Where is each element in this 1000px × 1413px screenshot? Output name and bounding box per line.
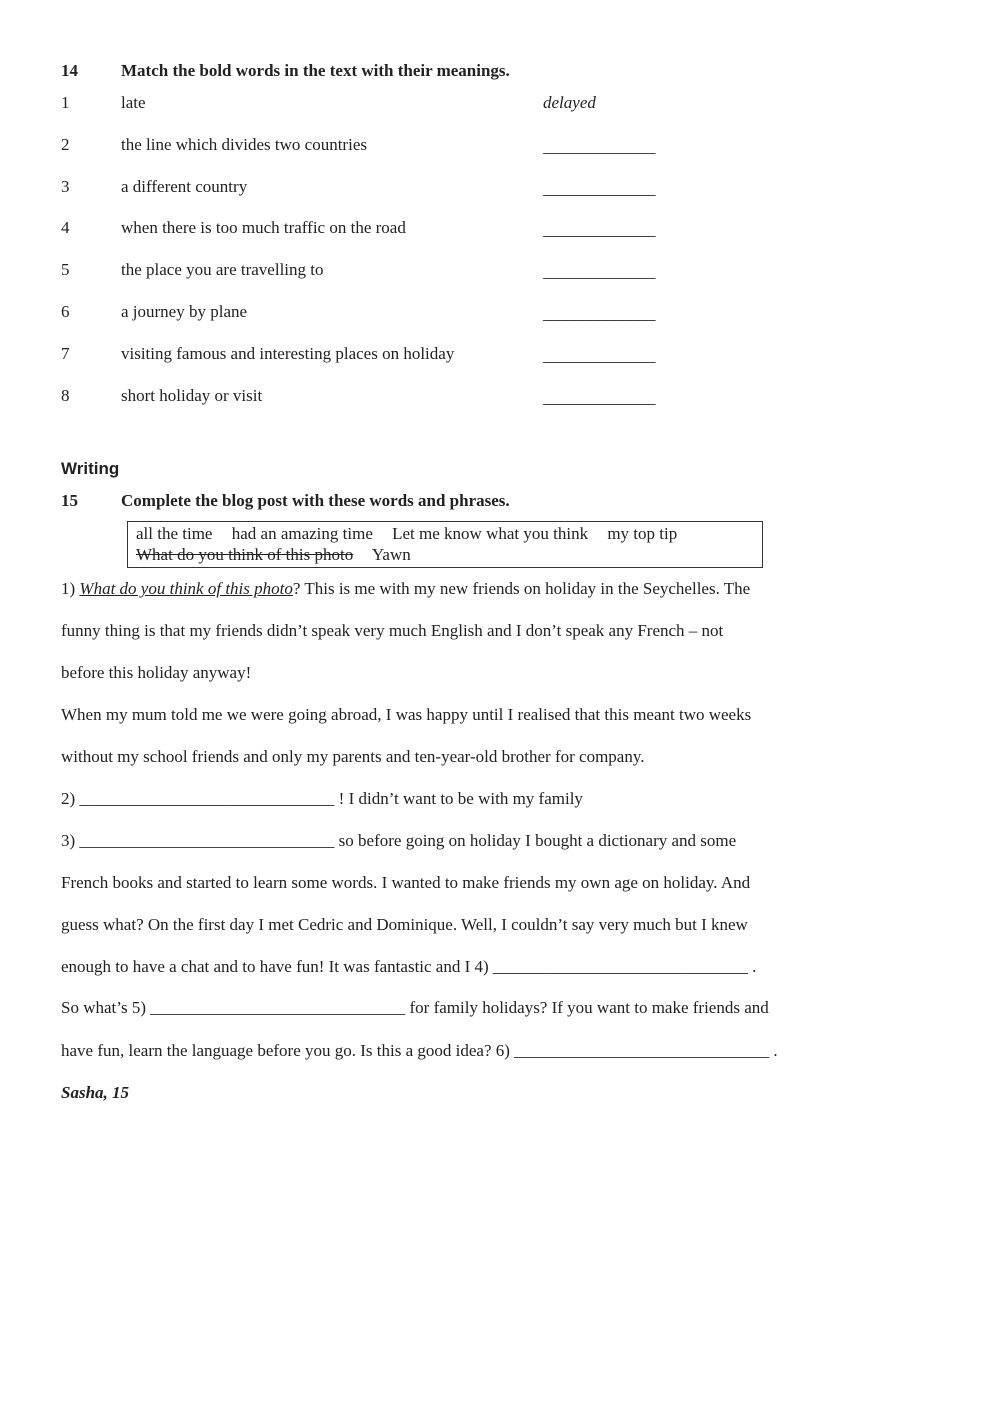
blog-text: ? This is me with my new friends on holiday in the Seychelles. The: [292, 579, 751, 598]
item-answer-blank[interactable]: ______________: [543, 179, 655, 198]
item-number: 6: [61, 302, 70, 321]
item-meaning: late: [121, 93, 146, 112]
blog-line-6-gap-2[interactable]: 2) ______________________________ ! I didn’t want to be with my family: [61, 789, 583, 808]
item-number: 7: [61, 344, 70, 363]
word-box-item-used: What do you think of this photo: [136, 545, 354, 564]
blog-line-10-gap-4[interactable]: enough to have a chat and to have fun! It was fantastic and I 4) ______________________________ .: [61, 957, 757, 976]
section-heading-writing: Writing: [61, 459, 120, 478]
item-meaning: when there is too much traffic on the road: [121, 218, 406, 237]
item-answer-blank[interactable]: ______________: [543, 220, 655, 239]
blog-line-1: [61, 579, 750, 599]
word-box-item: all the time: [136, 524, 213, 543]
item-meaning: a journey by plane: [121, 302, 248, 321]
item-meaning: the place you are travelling to: [121, 260, 324, 279]
item-number: 2: [61, 135, 70, 154]
item-number: 4: [61, 218, 70, 237]
item-meaning: a different country: [121, 177, 248, 196]
ex14-number: 14: [61, 61, 78, 80]
item-answer-blank[interactable]: ______________: [543, 137, 655, 156]
blog-line-8: French books and started to learn some words. I wanted to make friends my own age on holiday. And: [61, 873, 751, 892]
item-answer-blank[interactable]: ______________: [543, 388, 655, 407]
gap-label: 1): [61, 579, 80, 598]
item-number: 1: [61, 93, 70, 112]
item-meaning: the line which divides two countries: [121, 135, 367, 154]
ex15-instruction: Complete the blog post with these words and phrases.: [121, 491, 510, 510]
blog-line-9: guess what? On the first day I met Cedric and Dominique. Well, I couldn’t say very much but I knew: [61, 915, 748, 934]
word-box-item: had an amazing time: [231, 524, 373, 543]
blog-line-11-gap-5[interactable]: So what’s 5) ______________________________ for family holidays? If you want to make friends and: [61, 998, 769, 1017]
blog-line-12-gap-6[interactable]: have fun, learn the language before you go. Is this a good idea? 6) ______________________________ .: [61, 1041, 778, 1060]
item-meaning: short holiday or visit: [121, 386, 263, 405]
example-answer: What do you think of this photo: [79, 579, 293, 598]
blog-line-2: funny thing is that my friends didn’t speak very much English and I don’t speak any French – not: [61, 621, 724, 640]
item-answer-blank[interactable]: ______________: [543, 262, 655, 281]
word-box-row-2: [136, 545, 426, 565]
blog-line-7-gap-3[interactable]: 3) ______________________________ so before going on holiday I bought a dictionary and some: [61, 831, 737, 850]
item-answer: delayed: [543, 93, 596, 112]
item-answer-blank[interactable]: ______________: [543, 346, 655, 365]
word-box-row-1: [136, 524, 692, 544]
ex15-number: 15: [61, 491, 78, 510]
item-number: 5: [61, 260, 70, 279]
blog-line-4: When my mum told me we were going abroad, I was happy until I realised that this meant two weeks: [61, 705, 752, 724]
blog-signature: Sasha, 15: [61, 1083, 130, 1102]
ex14-instruction: Match the bold words in the text with their meanings.: [121, 61, 510, 80]
blog-line-5: without my school friends and only my parents and ten-year-old brother for company.: [61, 747, 645, 766]
item-meaning: visiting famous and interesting places on holiday: [121, 344, 455, 363]
word-box-item: Yawn: [371, 545, 411, 564]
word-box-item: Let me know what you think: [392, 524, 589, 543]
word-box-item: my top tip: [607, 524, 678, 543]
item-answer-blank[interactable]: ______________: [543, 304, 655, 323]
item-number: 3: [61, 177, 70, 196]
word-box: [127, 521, 763, 568]
item-number: 8: [61, 386, 70, 405]
blog-line-3: before this holiday anyway!: [61, 663, 252, 682]
